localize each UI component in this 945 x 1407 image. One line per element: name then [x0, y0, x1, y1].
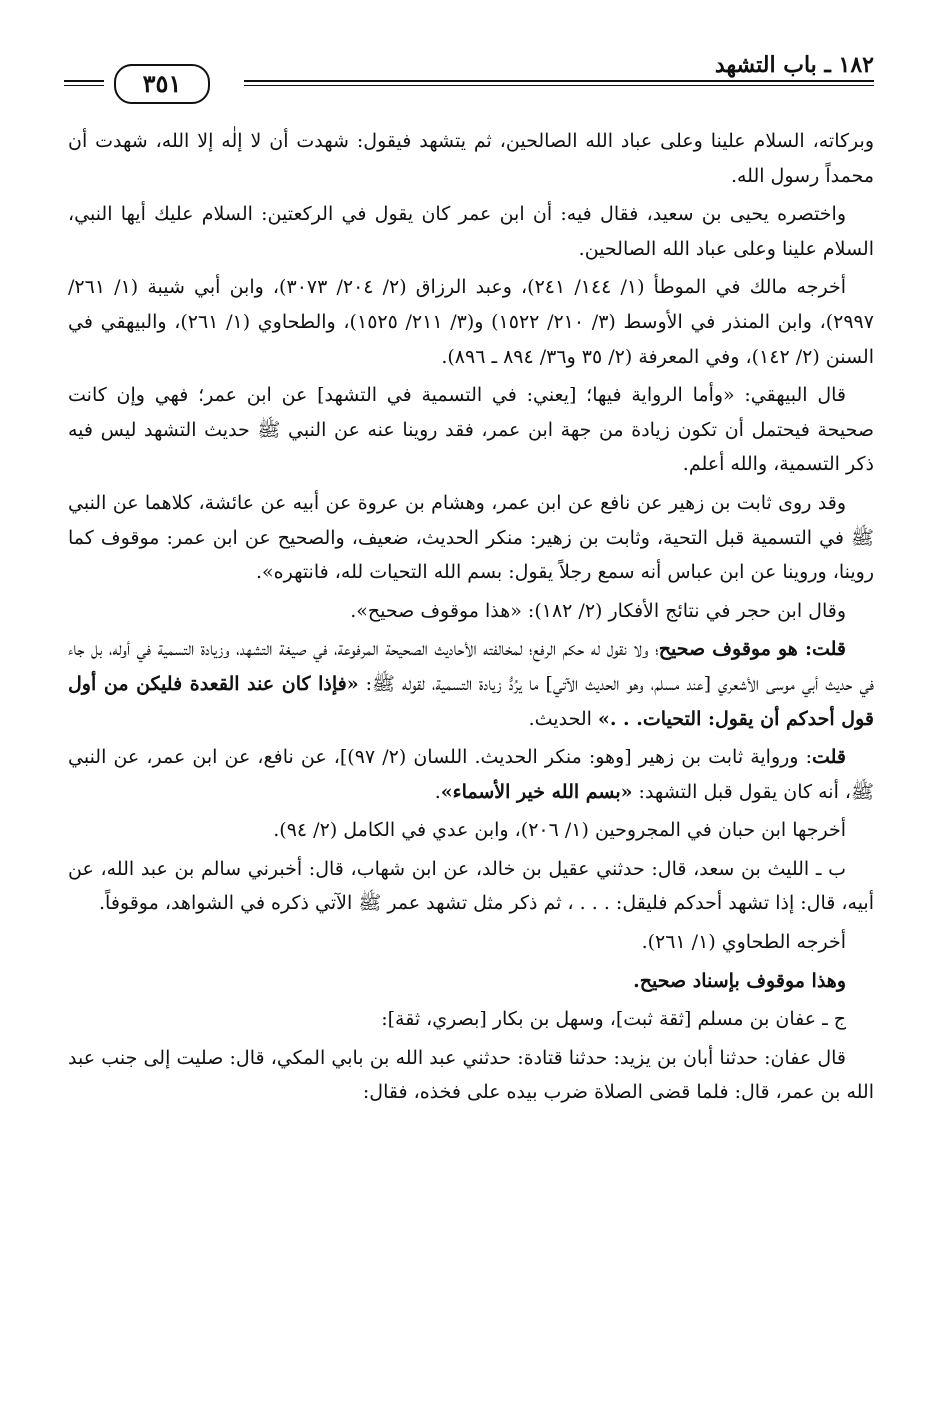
paragraph [68, 1002, 874, 1037]
text-run: وقال ابن حجر في نتائج الأفكار (٢/ ١٨٢): «هذا موقوف صحيح». [350, 599, 846, 622]
text-run: ؛ ولا نقول له حكم الرفع؛ لمخالفته الأحاديث الصحيحة المرفوعة، في صيغة التشهد، وزيادة التسمية في أوله، بل جاء في حديث أبي موسى الأشعري [عند مسلم، وهو الحديث الآتي] ما يرُدُّ زيادة التسمية، لقوله ﷺ: [68, 638, 874, 695]
paragraph [68, 852, 874, 921]
page-body [68, 124, 874, 1394]
paragraph [68, 964, 874, 999]
bold-text: «فإذا كان عند القعدة فليكن من أول قول أحدكم أن يقول: التحيات. . .» [68, 672, 874, 730]
header-rule-left [64, 80, 104, 86]
text-run: أخرجها ابن حبان في المجروحين (١/ ٢٠٦)، وابن عدي في الكامل (٢/ ٩٤). [273, 819, 846, 842]
paragraph [68, 197, 874, 266]
paragraph [68, 632, 874, 736]
text-run: ب ـ الليث بن سعد، قال: حدثني عقيل بن خالد، عن ابن شهاب، قال: أخبرني سالم بن عبد الله، عن أبيه، قال: إذا تشهد أحدكم فليقل: . . . ، ثم ذكر مثل تشهد عمر ﷺ الآتي ذكره في الشواهد، موقوفاً. [68, 857, 874, 915]
paragraph [68, 486, 874, 590]
text-run: واختصره يحيى بن سعيد، فقال فيه: أن ابن عمر كان يقول في الركعتين: السلام عليك أيها النبي، السلام علينا وعلى عباد الله الصالحين. [68, 203, 874, 260]
text-run: الحديث. [528, 707, 598, 730]
text-run: أخرجه الطحاوي (١/ ٢٦١). [641, 931, 846, 954]
paragraph [68, 813, 874, 848]
bold-text: وهذا موقوف بإسناد صحيح. [633, 969, 846, 992]
text-run: قال عفان: حدثنا أبان بن يزيد: حدثنا قتادة: حدثني عبد الله بن بابي المكي، قال: صليت إلى جنب عبد الله بن عمر، قال: فلما قضى الصلاة ضرب بيده على فخذه، فقال: [68, 1046, 874, 1104]
bold-text: «بسم الله خير الأسماء» [440, 780, 633, 803]
text-run: : ورواية ثابت بن زهير [وهو: منكر الحديث. اللسان (٢/ ٩٧)]، عن نافع، عن ابن عمر، عن النبي ﷺ، أنه كان يقول قبل التشهد: [68, 746, 874, 803]
paragraph [68, 124, 874, 193]
text-run: وقد روى ثابت بن زهير عن نافع عن ابن عمر، وهشام بن عروة عن أبيه عن عائشة، كلاهما عن النبي ﷺ في التسمية قبل التحية، وثابت بن زهير: منكر الحديث، ضعيف، والصحيح عن ابن عمر: موقوف كما روينا، وروينا عن ابن عباس أنه سمع رجلاً يقول: بسم الله التحيات لله، فانتهره». [68, 491, 874, 584]
text-run: قال البيهقي: «وأما الرواية فيها؛ [يعني: في التسمية في التشهد] عن ابن عمر؛ فهي وإن كانت صحيحة فيحتمل أن تكون زيادة من جهة ابن عمر، فقد روينا عنه عن النبي ﷺ حديث التشهد ليس فيه ذكر التسمية، والله أعلم. [68, 384, 874, 476]
paragraph [68, 1041, 874, 1110]
paragraph [68, 740, 874, 809]
text-run: وبركاته، السلام علينا وعلى عباد الله الصالحين، ثم يتشهد فيقول: شهدت أن لا إلٰه إلا الله، شهدت أن محمداً رسول الله. [68, 130, 874, 187]
paragraph [68, 925, 874, 960]
page-number: ٣٥١ [114, 64, 210, 104]
chapter-title: ١٨٢ ـ باب التشهد [714, 52, 874, 78]
paragraph [68, 594, 874, 629]
text-run: أخرجه مالك في الموطأ (١/ ١٤٤/ ٢٤١)، وعبد الرزاق (٢/ ٢٠٤/ ٣٠٧٣)، وابن أبي شيبة (١/ ٢٦١/ ٢٩٩٧)، وابن المنذر في الأوسط (٣/ ٢١٠/ ١٥٢٢) و(٣/ ٢١١/ ١٥٢٥)، والطحاوي (١/ ٢٦١)، والبيهقي في السنن (٢/ ١٤٢)، وفي المعرفة (٢/ ٣٥ و٣٦/ ٨٩٤ ـ ٨٩٦). [68, 276, 874, 368]
page-header [64, 48, 874, 112]
header-rule [244, 80, 874, 86]
paragraph [68, 378, 874, 482]
bold-text: قلت: هو موقوف صحيح [658, 638, 846, 661]
text-run: ج ـ عفان بن مسلم [ثقة ثبت]، وسهل بن بكار [بصري، ثقة]: [381, 1008, 846, 1031]
text-run: . [434, 780, 441, 803]
paragraph [68, 270, 874, 374]
bold-text: قلت [811, 746, 846, 769]
